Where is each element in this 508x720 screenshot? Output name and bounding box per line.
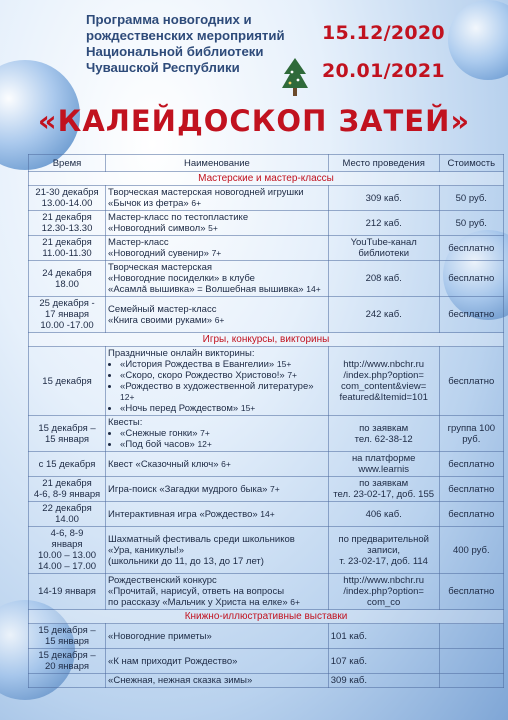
table-row [29,211,504,236]
place-line: по предварительной [338,533,429,545]
time-line: 15 декабря – [38,422,96,434]
col-time: Время [29,155,106,172]
list-item [120,428,326,439]
quiz-list [108,359,326,414]
time-line: 21 декабря [42,237,92,248]
place-line: www.learnis [358,464,410,475]
name-line: «Асамлă вышивка» = Волшебная вышивка» [108,284,304,295]
list-item [120,359,326,370]
name-line: Мастер-класс [108,237,169,248]
name-cell [106,347,329,416]
place-line: тел. 62-38-12 [354,433,413,445]
name-cell [106,477,329,502]
time-line: 4-6, 8-9 января [33,489,101,500]
time-cell [29,211,106,236]
place-cell [328,527,439,574]
list-item [120,439,326,450]
place-line: тел. 23-02-17, доб. 155 [333,489,435,500]
name-cell [106,236,329,261]
section-title: Мастерские и мастер-классы [29,172,504,186]
name-line: Мастер-класс по тестопластике [108,212,249,223]
events-table [28,154,504,688]
name-cell [106,211,329,236]
cost-cell: группа 100 руб. [439,416,503,452]
table-row [29,527,504,574]
place-line: т. 23-02-17, доб. 114 [339,555,428,567]
item-text: «Под бой часов» [120,439,195,450]
link-line[interactable]: http://www.nbchr.ru [343,575,425,586]
name-line: «Бычок из фетра» [108,198,189,209]
name-cell [106,502,329,527]
time-line: 14.00 [55,514,79,525]
header-line: Программа новогодних и [86,12,252,27]
age-rating: 6+ [214,314,225,325]
table-row [29,502,504,527]
age-rating: 6+ [221,458,231,469]
time-cell [29,624,106,649]
cost-cell: бесплатно [439,502,503,527]
name-cell [106,416,329,452]
item-text: «Скоро, скоро Рождество Христово!» [120,370,285,381]
name-line: Квесты: [108,417,143,428]
list-item [120,381,326,403]
section-row [29,333,504,347]
list-item [120,370,326,381]
time-line: 15 января [44,636,90,647]
header-line: Чувашской Республики [86,60,240,75]
name-line: (школьники до 11, до 13, до 17 лет) [108,555,264,567]
table-header-row [29,155,504,172]
place-cell: 107 каб. [328,649,439,674]
time-line: 15 января [44,433,90,445]
quest-list [108,428,326,450]
place-cell: 406 каб. [328,502,439,527]
age-rating: 7+ [270,483,280,494]
name-cell: «Снежная, нежная сказка зимы» [106,674,329,688]
time-line: 12.30-13.30 [41,223,93,234]
time-cell [29,416,106,452]
item-text: «Ночь перед Рождеством» [120,403,239,414]
time-cell: 15 декабря [29,347,106,416]
name-line: «Книга своими руками» [108,314,213,326]
cost-cell: 50 руб. [439,211,503,236]
name-cell [106,527,329,574]
table-row [29,674,504,688]
table-row [29,624,504,649]
section-row [29,610,504,624]
cost-cell [439,624,503,649]
link-line[interactable]: com_content&view= [341,381,427,392]
time-cell [29,261,106,297]
place-line: на платформе [351,453,416,464]
time-line: 10.00 -17.00 [40,320,94,331]
name-line: Интерактивная игра «Рождество» [108,508,258,520]
name-line: Семейный мастер-класс [108,303,217,315]
time-cell [29,297,106,333]
place-cell [328,477,439,502]
table-row [29,416,504,452]
name-line: Творческая мастерская [108,262,213,273]
name-line: «Новогодние посиделки» в клубе [108,273,255,284]
name-line: «Новогодний сувенир» [108,248,209,259]
section-row [29,172,504,186]
age-rating: 14+ [260,508,275,519]
date-end: 20.01/2021 [322,60,445,82]
place-line: записи, [367,544,401,556]
place-cell [328,416,439,452]
time-line: 20 января [44,661,90,672]
name-cell [106,186,329,211]
time-line: 10.00 – 13.00 [37,550,97,561]
col-name: Наименование [106,155,329,172]
place-cell: 242 каб. [328,297,439,333]
place-cell[interactable] [328,574,439,610]
main-title: «КАЛЕЙДОСКОП ЗАТЕЙ» [37,104,471,138]
cost-cell: бесплатно [439,574,503,610]
name-line: Творческая мастерская новогодней игрушки [108,187,304,198]
name-line: Шахматный фестиваль среди школьников [108,533,295,545]
list-item [120,403,326,414]
link-line[interactable]: /index.php?option= [343,586,424,597]
name-line: Рождественский конкурс [108,575,217,586]
name-line: «Прочитай, нарисуй, ответь на вопросы [108,586,285,597]
time-cell [29,527,106,574]
age-rating: 7+ [287,370,298,380]
name-cell [106,574,329,610]
link-line[interactable]: http://www.nbchr.ru [343,359,425,370]
cost-cell: бесплатно [439,261,503,297]
name-line: Праздничные онлайн викторины: [108,348,255,359]
time-line: 21 декабря [42,478,92,489]
item-text: «Снежные гонки» [120,428,198,439]
place-line: YouTube-канал [350,237,417,248]
name-line: «Ура, каникулы!» [108,544,185,556]
cost-cell: бесплатно [439,297,503,333]
col-place: Место проведения [328,155,439,172]
cost-cell: 400 руб. [439,527,503,574]
time-line: 18.00 [55,278,79,290]
time-line: 22 декабря [42,503,92,514]
cost-cell: бесплатно [439,477,503,502]
time-cell [29,674,106,688]
time-line: 25 декабря - [39,298,95,309]
time-line: 21 декабря [42,212,92,223]
name-line: Игра-поиск «Загадки мудрого быка» [108,483,268,495]
time-line: 17 января [44,309,90,320]
time-cell [29,236,106,261]
link-line[interactable]: /index.php?option= [343,370,424,381]
link-line[interactable]: featured&Itemid=101 [339,392,428,403]
age-rating: 12+ [120,392,135,402]
cost-cell [439,649,503,674]
date-start: 15.12/2020 [322,22,445,44]
table-row [29,574,504,610]
age-rating: 7+ [200,428,210,438]
header-line: рождественских мероприятий [86,28,285,43]
time-line: 15 декабря – [38,650,96,661]
time-cell: 14-19 января [29,574,106,610]
header-line: Национальной библиотеки [86,44,264,59]
section-title: Книжно-иллюстративные выставки [29,610,504,624]
age-rating: 6+ [290,597,300,607]
time-line: 4-6, 8-9 [50,528,84,539]
table-row [29,347,504,416]
program-header [86,12,301,76]
table-row [29,236,504,261]
time-cell [29,477,106,502]
age-rating: 5+ [208,223,218,233]
name-cell [106,297,329,333]
time-cell: с 15 декабря [29,452,106,477]
section-title: Игры, конкурсы, викторины [29,333,504,347]
name-cell: «Новогодние приметы» [106,624,329,649]
time-line: 24 декабря [42,267,92,279]
name-line: по рассказу «Мальчик у Христа на елке» [108,597,288,608]
time-cell [29,649,106,674]
table-row [29,297,504,333]
place-line: библиотеки [358,248,410,259]
age-rating: 14+ [306,284,321,294]
link-line[interactable]: com_co [367,597,401,608]
cost-cell: 50 руб. [439,186,503,211]
cost-cell: бесплатно [439,236,503,261]
table-row [29,261,504,297]
age-rating: 12+ [197,439,212,449]
place-cell [328,236,439,261]
name-line: Квест «Сказочный ключ» [108,458,219,470]
cost-cell: бесплатно [439,452,503,477]
place-cell: 309 каб. [328,674,439,688]
name-cell [106,261,329,297]
age-rating: 15+ [240,403,256,413]
place-cell: 212 каб. [328,211,439,236]
christmas-ball-decoration [448,0,508,80]
place-line: по заявкам [359,422,409,434]
name-cell [106,452,329,477]
time-cell [29,502,106,527]
item-text: «История Рождества в Евангелии» [120,359,275,370]
age-rating: 6+ [191,198,202,208]
cost-cell: бесплатно [439,347,503,416]
place-line: по заявкам [359,478,409,489]
col-cost: Стоимость [439,155,503,172]
place-cell: 208 каб. [328,261,439,297]
place-cell [328,452,439,477]
christmas-tree-icon [282,58,308,98]
time-line: 21-30 декабря [35,187,99,198]
table-row [29,649,504,674]
time-line: 13.00-14.00 [41,198,93,209]
time-line: 15 декабря – [38,625,96,636]
age-rating: 7+ [211,248,222,258]
place-cell: 101 каб. [328,624,439,649]
time-line: января [51,539,83,550]
place-cell[interactable] [328,347,439,416]
time-line: 11.00-11.30 [42,248,92,259]
item-text: «Рождество в художественной литературе» [120,381,314,392]
table-row [29,186,504,211]
table-row [29,477,504,502]
age-rating: 15+ [276,359,292,369]
cost-cell [439,674,503,688]
place-cell: 309 каб. [328,186,439,211]
time-line: 14.00 – 17.00 [37,561,97,572]
name-cell: «К нам приходит Рождество» [106,649,329,674]
name-line: «Новогодний символ» [108,223,206,234]
table-row [29,452,504,477]
time-cell [29,186,106,211]
